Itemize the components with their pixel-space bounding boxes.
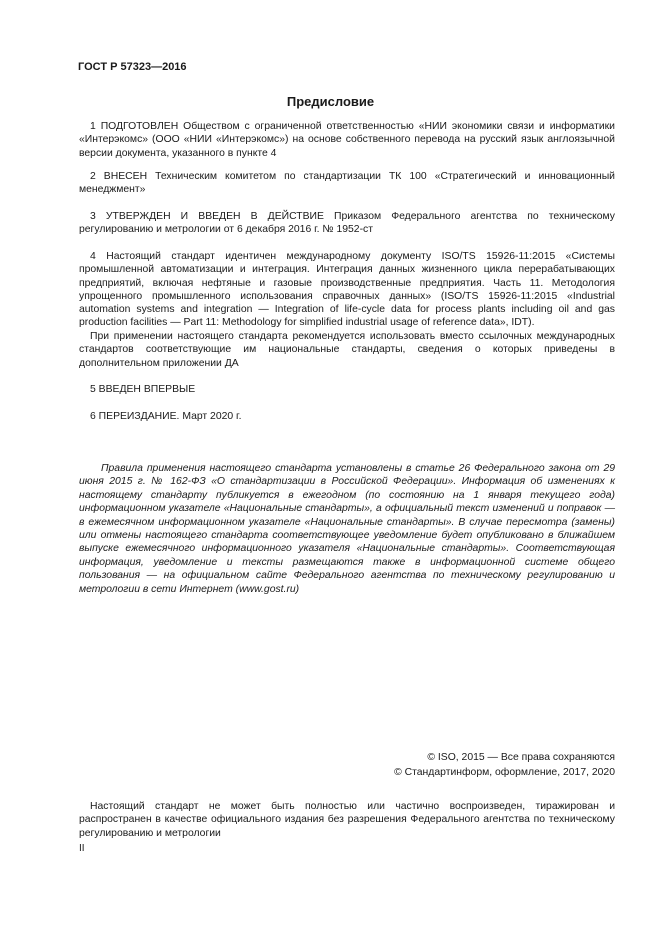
item-6-reissue: 6 ПЕРЕИЗДАНИЕ. Март 2020 г. [90,411,242,422]
item-4-application-note: При применении настоящего стандарта рекомендуется использовать вместо ссылочных международных стандартов соответствующие им национальные стандарты, сведения о которых приведены в дополнительном приложении ДА [79,331,615,369]
item-1-prepared: 1 ПОДГОТОВЛЕН Обществом с ограниченной ответственностью «НИИ экономики связи и информатики «Интерэкомс» (ООО «НИИ «Интерэкомс») на основе собственного перевода на русский язык англоязычной версии документа, указанного в пункте 4 [79,121,615,159]
document-header: ГОСТ Р 57323—2016 [78,61,187,73]
item-5-first-introduced: 5 ВВЕДЕН ВПЕРВЫЕ [90,384,196,395]
page-number: II [79,843,85,854]
page-title: Предисловие [286,94,375,109]
iso-copyright: © ISO, 2015 — Все права сохраняются [427,752,615,763]
standartinform-copyright: © Стандартинформ, оформление, 2017, 2020 [394,767,615,778]
item-2-submitted: 2 ВНЕСЕН Техническим комитетом по стандартизации ТК 100 «Стратегический и инновационный менеджмент» [79,171,615,196]
item-4-identical-to: 4 Настоящий стандарт идентичен международному документу ISO/TS 15926-11:2015 «Системы промышленной автоматизации и интеграция. Интеграция данных жизненного цикла перерабатывающих предприятий, включая нефтяные и газовые производственные предприятия. Часть 11. Методология упрощенного промышленного использования справочных данных» (ISO/TS 15926-11:2015 «Industrial automation systems and integration — Integration of life-cycle data for process plants including oil and gas production facilities — Part 11: Methodology for simplified industrial usage of reference data», IDT). [79,251,615,329]
application-rules-notice: Правила применения настоящего стандарта установлены в статье 26 Федерального закона от 29 июня 2015 г. № 162-ФЗ «О стандартизации в Российской Федерации». Информация об изменениях к настоящему стандарту публикуется в ежегодном (по состоянию на 1 января текущего года) информационном указателе «Национальные стандарты», а официальный текст изменений и поправок — в ежемесячном информационном указателе «Национальные стандарты». В случае пересмотра (замены) или отмены настоящего стандарта соответствующее уведомление будет опубликовано в ближайшем выпуске ежемесячного информационного указателя «Национальные стандарты». Соответствующая информация, уведомление и тексты размещаются также в информационной системе общего пользования — на официальном сайте Федерального агентства по техническому регулированию и метрологии в сети Интернет (www.gost.ru) [79,463,615,595]
reproduction-notice: Настоящий стандарт не может быть полностью или частично воспроизведен, тиражирован и распространен в качестве официального издания без разрешения Федерального агентства по техническому регулированию и метрологии [79,801,615,839]
item-3-approved: 3 УТВЕРЖДЕН И ВВЕДЕН В ДЕЙСТВИЕ Приказом Федерального агентства по техническому регулированию и метрологии от 6 декабря 2016 г. № 1952-ст [79,211,615,236]
